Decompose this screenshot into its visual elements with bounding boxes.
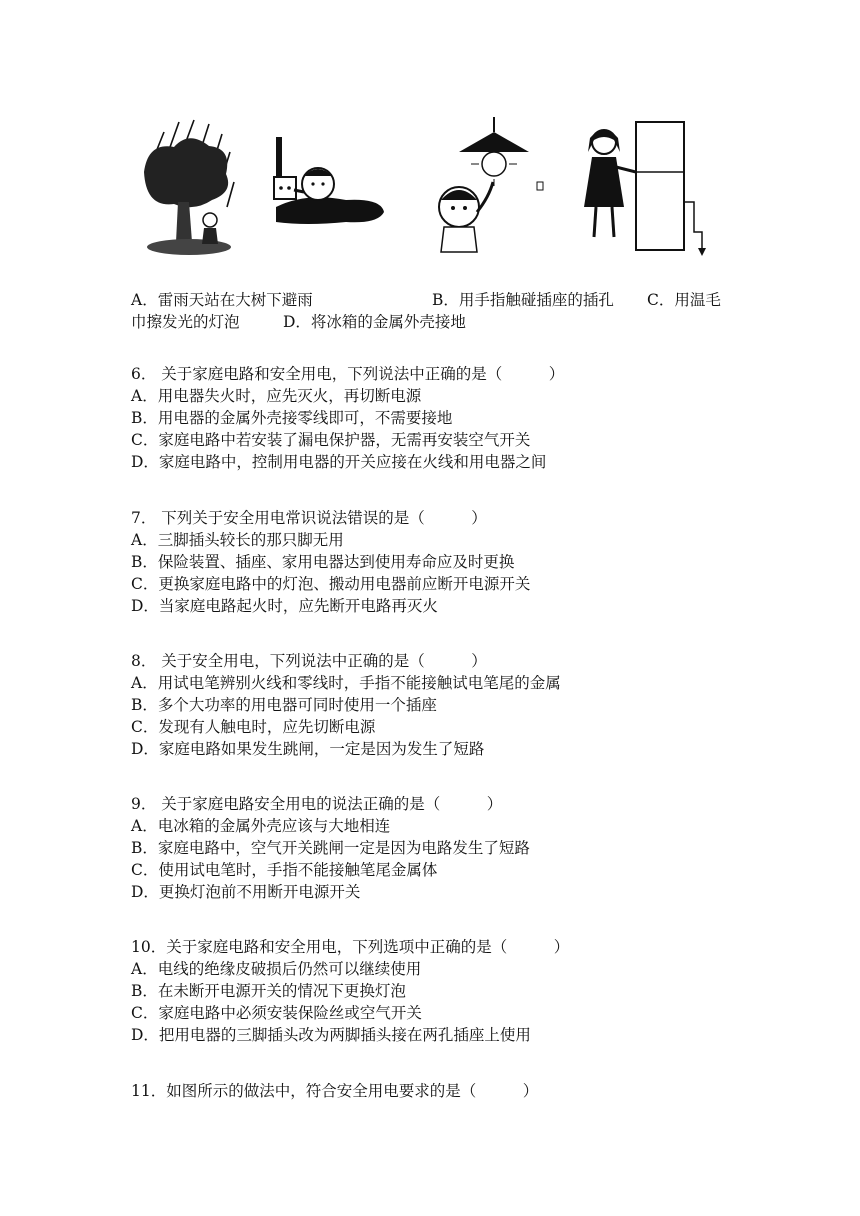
option-c: C．发现有人触电时，应先切断电源 (131, 718, 376, 736)
figure-girl-and-refrigerator (574, 112, 724, 262)
option-a: A．用试电笔辨别火线和零线时，手指不能接触试电笔尾的金属 (131, 674, 561, 692)
question-stem: 7． 下列关于安全用电常识说法错误的是（ ） (131, 509, 487, 527)
question-stem: 8． 关于安全用电，下列说法中正确的是（ ） (131, 652, 487, 670)
option-a: A．电冰箱的金属外壳应该与大地相连 (131, 817, 391, 835)
option-d: D．更换灯泡前不用断开电源开关 (131, 883, 361, 901)
option-a: A．三脚插头较长的那只脚无用 (131, 531, 344, 549)
option-b: B．用电器的金属外壳接零线即可，不需要接地 (131, 409, 453, 427)
q5-option-c-part2: 巾擦发光的灯泡 (131, 313, 240, 331)
question-stem: 9． 关于家庭电路安全用电的说法正确的是（ ） (131, 795, 503, 813)
question-9 (131, 793, 530, 903)
question-stem: 6． 关于家庭电路和安全用电，下列说法中正确的是（ ） (131, 365, 565, 383)
option-d: D．家庭电路中，控制用电器的开关应接在火线和用电器之间 (131, 453, 547, 471)
q5-option-a: A．雷雨天站在大树下避雨 (131, 291, 313, 309)
option-b: B．在未断开电源开关的情况下更换灯泡 (131, 982, 406, 1000)
question-stem: 10．关于家庭电路和安全用电，下列选项中正确的是（ ） (131, 938, 570, 956)
option-a: A．电线的绝缘皮破损后仍然可以继续使用 (131, 960, 422, 978)
q5-option-c-part1: C．用温毛 (647, 291, 721, 309)
q5-option-d: D．将冰箱的金属外壳接地 (283, 313, 466, 331)
option-c: C．家庭电路中必须安装保险丝或空气开关 (131, 1004, 422, 1022)
option-b: B．保险装置、插座、家用电器达到使用寿命应及时更换 (131, 553, 515, 571)
q5-option-b: B．用手指触碰插座的插孔 (432, 291, 614, 309)
option-c: C．更换家庭电路中的灯泡、搬动用电器前应断开电源开关 (131, 575, 531, 593)
option-b: B．多个大功率的用电器可同时使用一个插座 (131, 696, 437, 714)
figure-child-touching-socket (266, 112, 386, 262)
option-d: D．把用电器的三脚插头改为两脚插头接在两孔插座上使用 (131, 1026, 531, 1044)
figure-tree-in-rain (134, 112, 244, 262)
q5-illustrations (134, 112, 724, 272)
question-8 (131, 650, 561, 760)
option-b: B．家庭电路中，空气开关跳闸一定是因为电路发生了短路 (131, 839, 530, 857)
option-d: D．当家庭电路起火时，应先断开电路再灭火 (131, 597, 438, 615)
option-a: A．用电器失火时，应先灭火，再切断电源 (131, 387, 422, 405)
option-c: C．家庭电路中若安装了漏电保护器，无需再安装空气开关 (131, 431, 531, 449)
option-c: C．使用试电笔时，手指不能接触笔尾金属体 (131, 861, 438, 879)
question-11-stem: 11．如图所示的做法中，符合安全用电要求的是（ ） (131, 1082, 539, 1100)
question-6 (131, 363, 564, 473)
question-7 (131, 507, 530, 617)
figure-child-wiping-bulb (419, 112, 549, 262)
question-10 (131, 936, 569, 1046)
option-d: D．家庭电路如果发生跳闸，一定是因为发生了短路 (131, 740, 485, 758)
